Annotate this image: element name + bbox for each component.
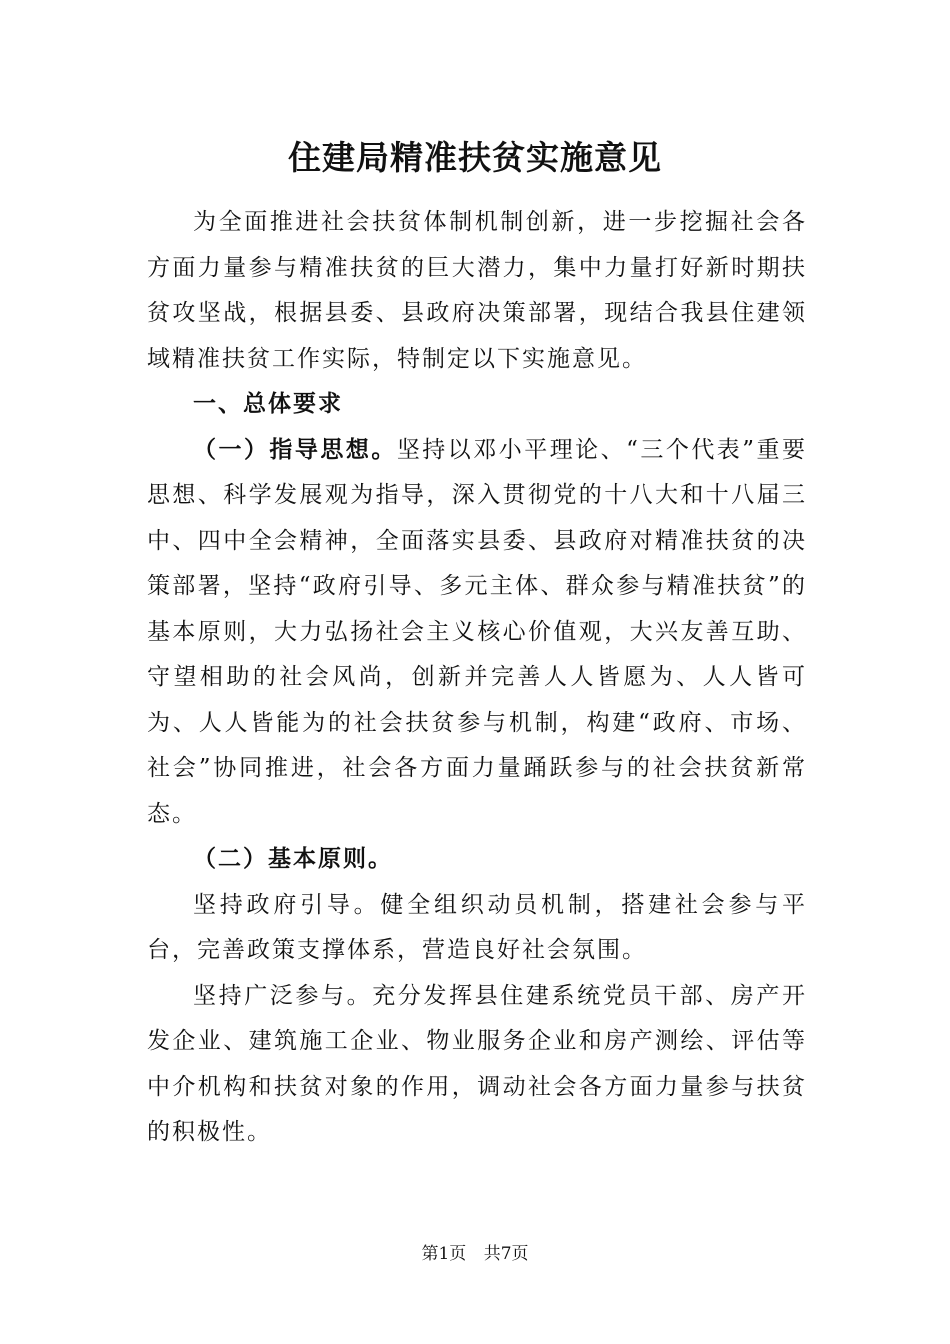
subsection-heading-basic-principles: （二）基本原则。 xyxy=(193,846,393,872)
document-body xyxy=(147,200,807,1156)
guiding-thought-lead: （一）指导思想。 xyxy=(193,436,397,463)
document-title: 住建局精准扶贫实施意见 xyxy=(288,138,662,177)
principle-government-guidance: 坚持政府引导。健全组织动员机制，搭建社会参与平台，完善政策支撑体系，营造良好社会氛围。 xyxy=(147,891,807,963)
page-number: 第1页 xyxy=(421,1244,467,1264)
principle-broad-participation: 坚持广泛参与。充分发挥县住建系统党员干部、房产开发企业、建筑施工企业、物业服务企业和房产测绘、评估等中介机构和扶贫对象的作用，调动社会各方面力量参与扶贫的积极性。 xyxy=(147,982,807,1145)
page-footer xyxy=(0,1242,950,1266)
intro-paragraph: 为全面推进社会扶贫体制机制创新，进一步挖掘社会各方面力量参与精准扶贫的巨大潜力，集中力量打好新时期扶贫攻坚战，根据县委、县政府决策部署，现结合我县住建领域精准扶贫工作实际，特制定以下实施意见。 xyxy=(147,209,807,372)
guiding-thought-paragraph xyxy=(147,428,807,838)
guiding-thought-text: 坚持以邓小平理论、“三个代表”重要思想、科学发展观为指导，深入贯彻党的十八大和十八届三中、四中全会精神，全面落实县委、县政府对精准扶贫的决策部署，坚持“政府引导、多元主体、群众参与精准扶贫”的基本原则，大力弘扬社会主义核心价值观，大兴友善互助、守望相助的社会风尚，创新并完善人人皆愿为、人人皆可为、人人皆能为的社会扶贫参与机制，构建“政府、市场、社会”协同推进，社会各方面力量踊跃参与的社会扶贫新常态。 xyxy=(147,436,807,827)
page-total: 共7页 xyxy=(483,1244,529,1264)
section-heading-general-requirements: 一、总体要求 xyxy=(193,391,343,417)
